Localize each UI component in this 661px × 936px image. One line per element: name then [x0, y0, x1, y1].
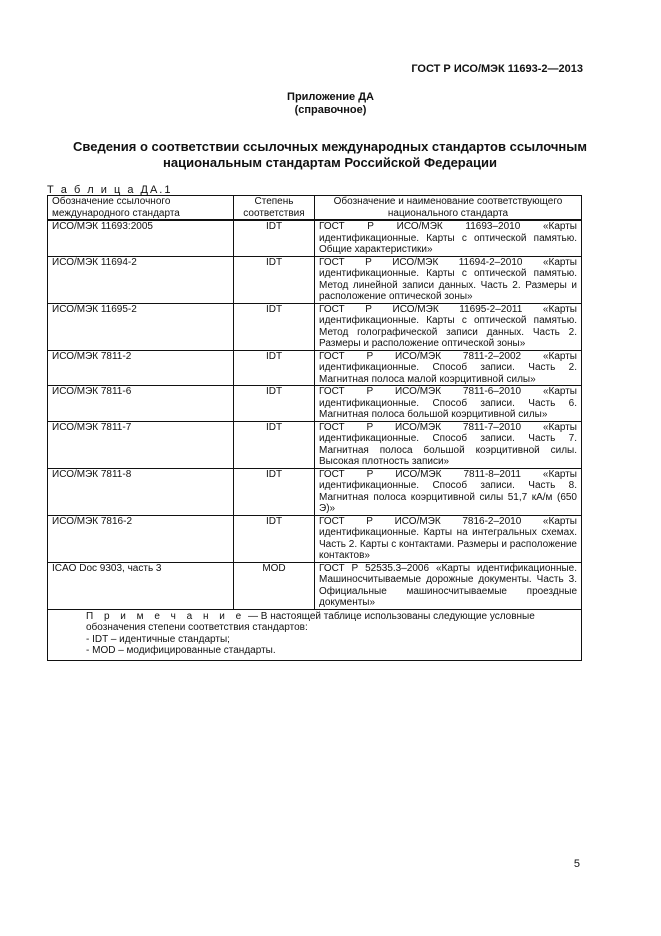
cell-national: ГОСТ Р ИСО/МЭК 7816-2–2010 «Карты идентификационные. Карты на интегральных схемах. Часть 2. Карты с контактами. Размеры и расположение контактов» — [315, 515, 582, 562]
note-intro — [52, 611, 577, 634]
cell-degree: IDT — [234, 303, 315, 350]
column-header-national: Обозначение и наименование соответствующего национального стандарта — [315, 196, 582, 221]
note-text: — В настоящей таблице использованы следующие условные обозначения степени соответствия стандартов: — [86, 610, 535, 633]
table-row — [48, 220, 582, 256]
annex-heading — [0, 91, 661, 117]
cell-degree: MOD — [234, 562, 315, 609]
note-item-mod: - MOD – модифицированные стандарты. — [86, 645, 276, 656]
cell-degree: IDT — [234, 421, 315, 468]
cell-national: ГОСТ Р ИСО/МЭК 7811-6–2010 «Карты идентификационные. Способ записи. Часть 6. Магнитная полоса большой коэрцитивной силы» — [315, 386, 582, 422]
cell-degree: IDT — [234, 515, 315, 562]
table-row — [48, 386, 582, 422]
cell-national: ГОСТ Р ИСО/МЭК 7811-2–2002 «Карты идентификационные. Способ записи. Часть 2. Магнитная полоса малой коэрцитивной силы» — [315, 350, 582, 386]
column-header-reference: Обозначение ссылочного международного стандарта — [48, 196, 234, 221]
table-note-row — [48, 609, 582, 660]
cell-degree: IDT — [234, 256, 315, 303]
cell-reference: ИСО/МЭК 7811-6 — [48, 386, 234, 422]
cell-national: ГОСТ Р 52535.3–2006 «Карты идентификационные. Машиносчитываемые дорожные документы. Часть 3. Официальные машиносчитываемые проездные документы» — [315, 562, 582, 609]
cell-reference: ИСО/МЭК 11695-2 — [48, 303, 234, 350]
annex-subtitle: (справочное) — [294, 104, 367, 116]
cell-reference: ИСО/МЭК 7816-2 — [48, 515, 234, 562]
note-label: П р и м е ч а н и е — [86, 610, 246, 622]
table-note — [48, 609, 582, 660]
table-caption: Т а б л и ц а ДА.1 — [47, 184, 173, 196]
note-item-idt: - IDT – идентичные стандарты; — [86, 633, 230, 645]
cell-reference: ИСО/МЭК 7811-7 — [48, 421, 234, 468]
cell-reference: ИСО/МЭК 7811-2 — [48, 350, 234, 386]
cell-degree: IDT — [234, 386, 315, 422]
table-row — [48, 303, 582, 350]
cell-reference: ИСО/МЭК 11693:2005 — [48, 220, 234, 256]
table-row — [48, 562, 582, 609]
annex-title: Приложение ДА — [287, 91, 374, 103]
cell-degree: IDT — [234, 350, 315, 386]
table-row — [48, 256, 582, 303]
cell-national: ГОСТ Р ИСО/МЭК 7811-8–2011 «Карты идентификационные. Способ записи. Часть 8. Магнитная полоса коэрцитивной силы 51,7 кА/м (650 Э)» — [315, 468, 582, 515]
document-code: ГОСТ Р ИСО/МЭК 11693-2—2013 — [411, 63, 583, 75]
table-row — [48, 421, 582, 468]
cell-degree: IDT — [234, 468, 315, 515]
table-row — [48, 515, 582, 562]
table-row — [48, 350, 582, 386]
table-row — [48, 468, 582, 515]
cell-national: ГОСТ Р ИСО/МЭК 11694-2–2010 «Карты идентификационные. Карты с оптической памятью. Метод линейной записи данных. Часть 2. Размеры и расположение оптической зоны» — [315, 256, 582, 303]
cell-reference: ИСО/МЭК 11694-2 — [48, 256, 234, 303]
column-header-degree: Степень соответствия — [234, 196, 315, 221]
page-title: Сведения о соответствии ссылочных международных стандартов ссылочным национальным стандартам Российской Федерации — [73, 139, 587, 170]
table-header-row — [48, 196, 582, 221]
cell-reference: ИСО/МЭК 7811-8 — [48, 468, 234, 515]
cell-degree: IDT — [234, 220, 315, 256]
cell-national: ГОСТ Р ИСО/МЭК 11693–2010 «Карты идентификационные. Карты с оптической памятью. Общие характеристики» — [315, 220, 582, 256]
cell-national: ГОСТ Р ИСО/МЭК 7811-7–2010 «Карты идентификационные. Способ записи. Часть 7. Магнитная полоса большой коэрцитивной силы. Высокая плотность записи» — [315, 421, 582, 468]
cell-national: ГОСТ Р ИСО/МЭК 11695-2–2011 «Карты идентификационные. Карты с оптической памятью. Метод голографической записи данных. Часть 2. Размеры и расположение оптической зоны» — [315, 303, 582, 350]
correspondence-table — [47, 195, 582, 661]
page-number: 5 — [573, 858, 580, 870]
cell-reference: ICAO Doc 9303, часть 3 — [48, 562, 234, 609]
